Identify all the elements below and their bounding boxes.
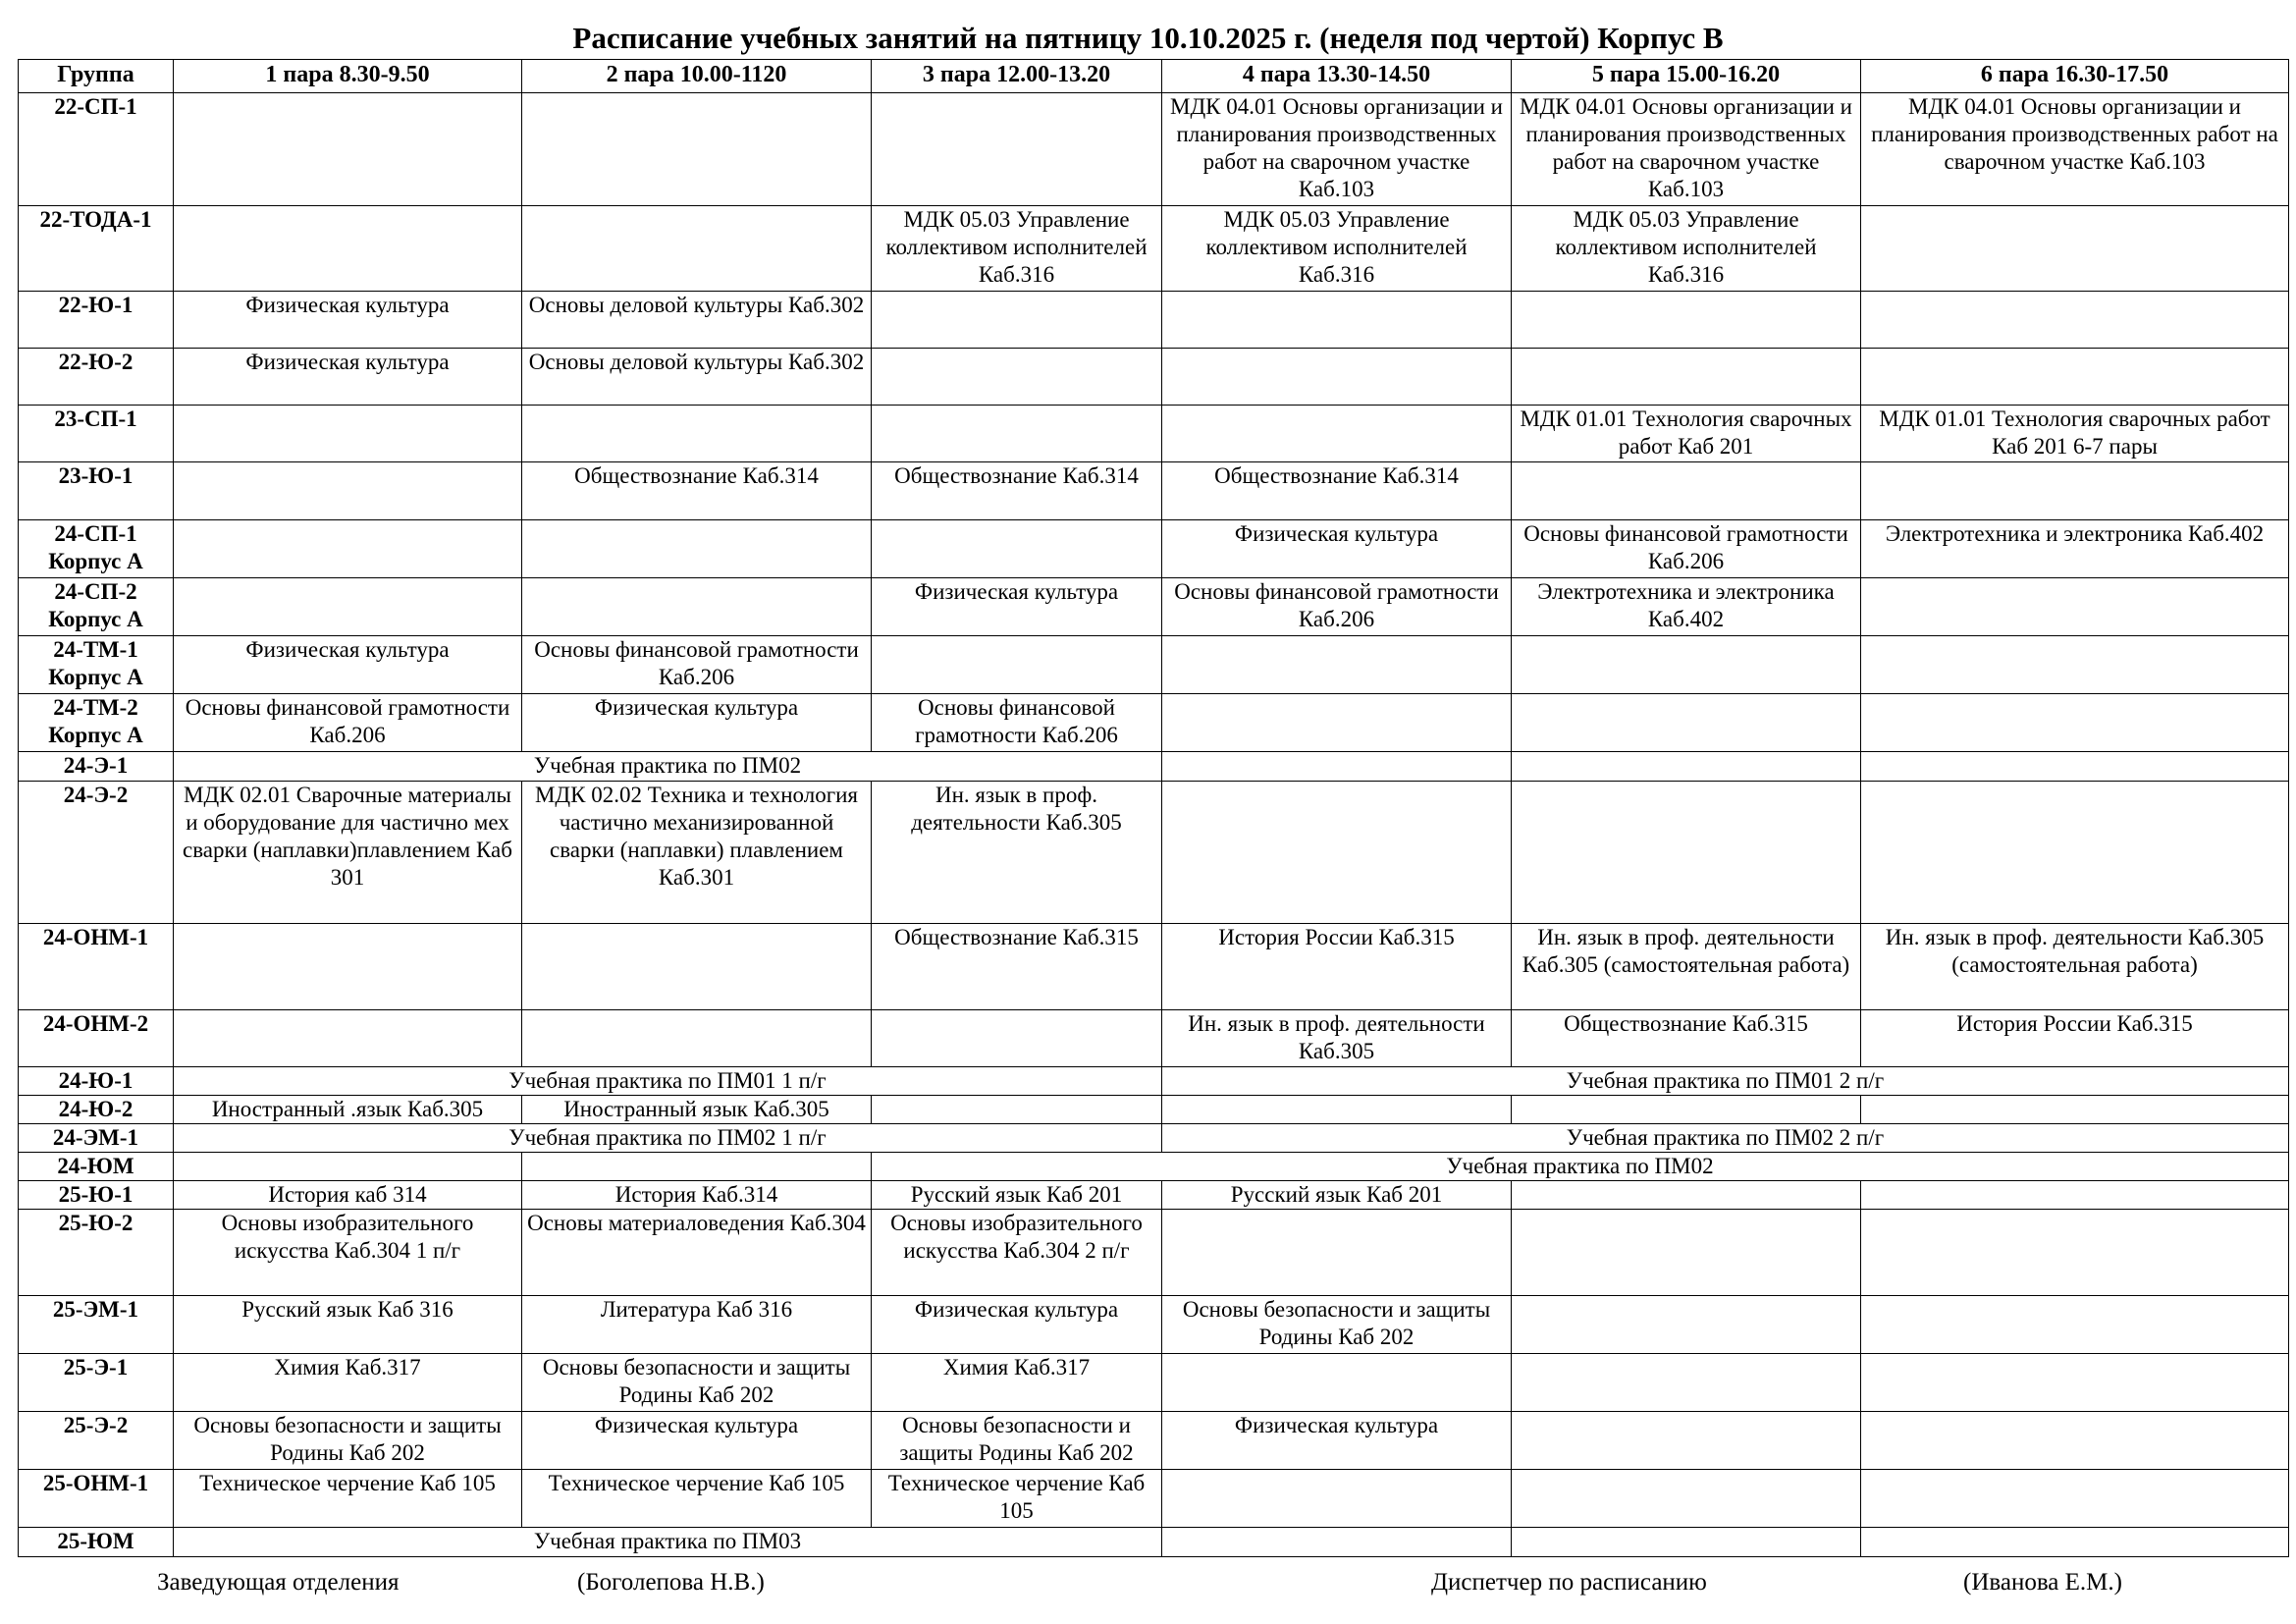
header-group: Группа (19, 60, 174, 93)
group-cell: 24-СП-1 Корпус А (19, 520, 174, 578)
table-row (19, 520, 2289, 578)
lesson-cell: Иностранный .язык Каб.305 (174, 1096, 522, 1124)
lesson-cell: Физическая культура (174, 292, 522, 349)
lesson-cell: Ин. язык в проф. деятельности Каб.305 (1162, 1010, 1512, 1067)
lesson-cell: МДК 02.02 Техника и технология частично механизированной сварки (наплавки) плавлением Каб.301 (522, 782, 872, 924)
lesson-cell (1512, 349, 1861, 406)
group-cell: 22-ТОДА-1 (19, 206, 174, 292)
lesson-cell (872, 1096, 1162, 1124)
group-cell: 25-Ю-2 (19, 1210, 174, 1296)
lesson-cell (1162, 782, 1512, 924)
table-row (19, 1010, 2289, 1067)
table-row (19, 1354, 2289, 1412)
lesson-cell: Учебная практика по ПМ02 2 п/г (1162, 1124, 2289, 1153)
lesson-cell: Физическая культура (174, 349, 522, 406)
lesson-cell: Ин. язык в проф. деятельности Каб.305 (самостоятельная работа) (1861, 924, 2289, 1010)
lesson-cell: Основы деловой культуры Каб.302 (522, 292, 872, 349)
lesson-cell: Химия Каб.317 (872, 1354, 1162, 1412)
table-row (19, 1067, 2289, 1096)
lesson-cell (522, 924, 872, 1010)
lesson-cell (1861, 1354, 2289, 1412)
lesson-cell: Основы финансовой грамотности Каб.206 (1162, 578, 1512, 636)
lesson-cell: Обществознание Каб.314 (522, 462, 872, 520)
lesson-cell (1512, 462, 1861, 520)
lesson-cell: Физическая культура (522, 1412, 872, 1470)
lesson-cell (174, 462, 522, 520)
lesson-cell: Физическая культура (872, 578, 1162, 636)
lesson-cell (1512, 292, 1861, 349)
lesson-cell (1861, 694, 2289, 752)
lesson-cell: Химия Каб.317 (174, 1354, 522, 1412)
lesson-cell: История России Каб.315 (1162, 924, 1512, 1010)
table-row (19, 1181, 2289, 1210)
lesson-cell (1861, 782, 2289, 924)
group-cell: 24-ТМ-1 Корпус А (19, 636, 174, 694)
lesson-cell (1861, 1412, 2289, 1470)
lesson-cell: Физическая культура (522, 694, 872, 752)
group-cell: 24-Э-1 (19, 752, 174, 782)
table-row (19, 1528, 2289, 1557)
lesson-cell: Ин. язык в проф. деятельности Каб.305 (872, 782, 1162, 924)
group-cell: 25-ЭМ-1 (19, 1296, 174, 1354)
header-pair-2: 2 пара 10.00-1120 (522, 60, 872, 93)
lesson-cell (872, 292, 1162, 349)
lesson-cell (1861, 752, 2289, 782)
group-cell: 25-ОНМ-1 (19, 1470, 174, 1528)
schedule-table (18, 59, 2289, 1557)
table-row (19, 206, 2289, 292)
table-row (19, 292, 2289, 349)
lesson-cell (1861, 349, 2289, 406)
head-of-department-name: (Боголепова Н.В.) (577, 1569, 765, 1596)
lesson-cell (1861, 636, 2289, 694)
group-cell: 24-ЭМ-1 (19, 1124, 174, 1153)
lesson-cell (1861, 292, 2289, 349)
lesson-cell (1162, 292, 1512, 349)
header-row (19, 60, 2289, 93)
lesson-cell: Учебная практика по ПМ01 1 п/г (174, 1067, 1162, 1096)
lesson-cell: МДК 01.01 Технология сварочных работ Каб 201 6-7 пары (1861, 406, 2289, 462)
lesson-cell: МДК 04.01 Основы организации и планирования производственных работ на сварочном участке Каб.103 (1512, 93, 1861, 206)
group-cell: 24-Ю-2 (19, 1096, 174, 1124)
lesson-cell (1162, 1528, 1512, 1557)
lesson-cell (1162, 406, 1512, 462)
group-cell: 24-ЮМ (19, 1153, 174, 1181)
lesson-cell: Обществознание Каб.315 (872, 924, 1162, 1010)
lesson-cell (1861, 462, 2289, 520)
lesson-cell (1512, 1528, 1861, 1557)
group-cell: 22-Ю-1 (19, 292, 174, 349)
lesson-cell (872, 520, 1162, 578)
group-cell: 22-Ю-2 (19, 349, 174, 406)
lesson-cell (174, 520, 522, 578)
lesson-cell (1512, 752, 1861, 782)
lesson-cell (872, 93, 1162, 206)
table-row (19, 782, 2289, 924)
lesson-cell: История каб 314 (174, 1181, 522, 1210)
dispatcher-label: Диспетчер по расписанию (1431, 1569, 1707, 1596)
lesson-cell: МДК 02.01 Сварочные материалы и оборудование для частично мех сварки (наплавки)плавлением Каб 301 (174, 782, 522, 924)
lesson-cell (1512, 1296, 1861, 1354)
lesson-cell: Основы финансовой грамотности Каб.206 (1512, 520, 1861, 578)
lesson-cell: Основы безопасности и защиты Родины Каб 202 (522, 1354, 872, 1412)
group-cell: 24-Ю-1 (19, 1067, 174, 1096)
head-of-department-label: Заведующая отделения (157, 1569, 400, 1596)
lesson-cell (1861, 1181, 2289, 1210)
lesson-cell: Техническое черчение Каб 105 (522, 1470, 872, 1528)
lesson-cell (1861, 206, 2289, 292)
lesson-cell (174, 406, 522, 462)
lesson-cell (1861, 1470, 2289, 1528)
header-pair-1: 1 пара 8.30-9.50 (174, 60, 522, 93)
lesson-cell: МДК 05.03 Управление коллективом исполнителей Каб.316 (1162, 206, 1512, 292)
lesson-cell (1162, 752, 1512, 782)
lesson-cell (1512, 1412, 1861, 1470)
group-cell: 23-СП-1 (19, 406, 174, 462)
lesson-cell: Учебная практика по ПМ01 2 п/г (1162, 1067, 2289, 1096)
lesson-cell: Основы безопасности и защиты Родины Каб 202 (174, 1412, 522, 1470)
lesson-cell (174, 93, 522, 206)
lesson-cell (522, 520, 872, 578)
lesson-cell (522, 406, 872, 462)
lesson-cell: Русский язык Каб 316 (174, 1296, 522, 1354)
table-row (19, 93, 2289, 206)
lesson-cell (872, 349, 1162, 406)
lesson-cell (522, 578, 872, 636)
lesson-cell: Основы деловой культуры Каб.302 (522, 349, 872, 406)
lesson-cell (1162, 1354, 1512, 1412)
header-pair-6: 6 пара 16.30-17.50 (1861, 60, 2289, 93)
lesson-cell: Электротехника и электроника Каб.402 (1861, 520, 2289, 578)
lesson-cell (174, 1010, 522, 1067)
schedule-body (19, 93, 2289, 1557)
lesson-cell (1861, 1210, 2289, 1296)
group-cell: 22-СП-1 (19, 93, 174, 206)
lesson-cell (872, 636, 1162, 694)
lesson-cell (1512, 1096, 1861, 1124)
lesson-cell (1512, 1354, 1861, 1412)
table-row (19, 1412, 2289, 1470)
lesson-cell (1162, 1210, 1512, 1296)
lesson-cell: Учебная практика по ПМ02 1 п/г (174, 1124, 1162, 1153)
table-row (19, 406, 2289, 462)
lesson-cell (174, 1153, 522, 1181)
lesson-cell (174, 206, 522, 292)
table-row (19, 578, 2289, 636)
lesson-cell (1861, 1528, 2289, 1557)
group-cell: 24-ОНМ-1 (19, 924, 174, 1010)
dispatcher-name: (Иванова Е.М.) (1963, 1569, 2122, 1596)
group-cell: 24-ОНМ-2 (19, 1010, 174, 1067)
lesson-cell: Основы финансовой грамотности Каб.206 (174, 694, 522, 752)
lesson-cell: Физическая культура (872, 1296, 1162, 1354)
lesson-cell (522, 93, 872, 206)
lesson-cell: Физическая культура (1162, 1412, 1512, 1470)
lesson-cell (1861, 1296, 2289, 1354)
lesson-cell: Русский язык Каб 201 (872, 1181, 1162, 1210)
table-row (19, 1296, 2289, 1354)
header-pair-4: 4 пара 13.30-14.50 (1162, 60, 1512, 93)
lesson-cell: Основы изобразительного искусства Каб.304 2 п/г (872, 1210, 1162, 1296)
table-row (19, 1210, 2289, 1296)
lesson-cell: История России Каб.315 (1861, 1010, 2289, 1067)
group-cell: 25-Э-1 (19, 1354, 174, 1412)
lesson-cell: МДК 05.03 Управление коллективом исполнителей Каб.316 (1512, 206, 1861, 292)
table-row (19, 694, 2289, 752)
lesson-cell (1512, 782, 1861, 924)
lesson-cell (174, 578, 522, 636)
lesson-cell: Обществознание Каб.314 (1162, 462, 1512, 520)
lesson-cell (1512, 1470, 1861, 1528)
table-row (19, 1470, 2289, 1528)
lesson-cell (1512, 1181, 1861, 1210)
lesson-cell (1861, 1096, 2289, 1124)
lesson-cell (522, 1153, 872, 1181)
lesson-cell (1162, 694, 1512, 752)
lesson-cell (1512, 1210, 1861, 1296)
group-cell: 24-Э-2 (19, 782, 174, 924)
lesson-cell: Основы безопасности и защиты Родины Каб 202 (872, 1412, 1162, 1470)
lesson-cell (1162, 636, 1512, 694)
lesson-cell: Учебная практика по ПМ02 (872, 1153, 2289, 1181)
lesson-cell: Физическая культура (174, 636, 522, 694)
table-row (19, 349, 2289, 406)
lesson-cell: Физическая культура (1162, 520, 1512, 578)
header-pair-5: 5 пара 15.00-16.20 (1512, 60, 1861, 93)
table-row (19, 1096, 2289, 1124)
lesson-cell: МДК 04.01 Основы организации и планирования производственных работ на сварочном участке Каб.103 (1861, 93, 2289, 206)
group-cell: 24-СП-2 Корпус А (19, 578, 174, 636)
lesson-cell (1512, 636, 1861, 694)
lesson-cell (1162, 349, 1512, 406)
lesson-cell: МДК 05.03 Управление коллективом исполнителей Каб.316 (872, 206, 1162, 292)
lesson-cell (174, 924, 522, 1010)
lesson-cell: Основы изобразительного искусства Каб.304 1 п/г (174, 1210, 522, 1296)
group-cell: 23-Ю-1 (19, 462, 174, 520)
table-row (19, 1124, 2289, 1153)
lesson-cell: Ин. язык в проф. деятельности Каб.305 (самостоятельная работа) (1512, 924, 1861, 1010)
table-row (19, 752, 2289, 782)
table-row (19, 462, 2289, 520)
lesson-cell: Литература Каб 316 (522, 1296, 872, 1354)
lesson-cell: Электротехника и электроника Каб.402 (1512, 578, 1861, 636)
lesson-cell (1162, 1470, 1512, 1528)
lesson-cell: МДК 01.01 Технология сварочных работ Каб 201 (1512, 406, 1861, 462)
group-cell: 25-ЮМ (19, 1528, 174, 1557)
table-row (19, 924, 2289, 1010)
header-pair-3: 3 пара 12.00-13.20 (872, 60, 1162, 93)
group-cell: 25-Э-2 (19, 1412, 174, 1470)
lesson-cell: Русский язык Каб 201 (1162, 1181, 1512, 1210)
group-cell: 24-ТМ-2 Корпус А (19, 694, 174, 752)
lesson-cell: Основы финансовой грамотности Каб.206 (872, 694, 1162, 752)
table-row (19, 1153, 2289, 1181)
lesson-cell (522, 1010, 872, 1067)
lesson-cell (1512, 694, 1861, 752)
lesson-cell (1861, 578, 2289, 636)
lesson-cell (522, 206, 872, 292)
lesson-cell: История Каб.314 (522, 1181, 872, 1210)
lesson-cell (1162, 1096, 1512, 1124)
lesson-cell: Иностранный язык Каб.305 (522, 1096, 872, 1124)
lesson-cell: Учебная практика по ПМ03 (174, 1528, 1162, 1557)
lesson-cell: Основы материаловедения Каб.304 (522, 1210, 872, 1296)
lesson-cell: Техническое черчение Каб 105 (174, 1470, 522, 1528)
lesson-cell: Основы финансовой грамотности Каб.206 (522, 636, 872, 694)
lesson-cell (872, 406, 1162, 462)
page-title: Расписание учебных занятий на пятницу 10.10.2025 г. (неделя под чертой) Корпус В (572, 21, 1724, 55)
lesson-cell: Техническое черчение Каб 105 (872, 1470, 1162, 1528)
lesson-cell: МДК 04.01 Основы организации и планирования производственных работ на сварочном участке Каб.103 (1162, 93, 1512, 206)
lesson-cell (872, 1010, 1162, 1067)
lesson-cell: Обществознание Каб.315 (1512, 1010, 1861, 1067)
table-row (19, 636, 2289, 694)
group-cell: 25-Ю-1 (19, 1181, 174, 1210)
lesson-cell: Учебная практика по ПМ02 (174, 752, 1162, 782)
lesson-cell: Обществознание Каб.314 (872, 462, 1162, 520)
lesson-cell: Основы безопасности и защиты Родины Каб 202 (1162, 1296, 1512, 1354)
